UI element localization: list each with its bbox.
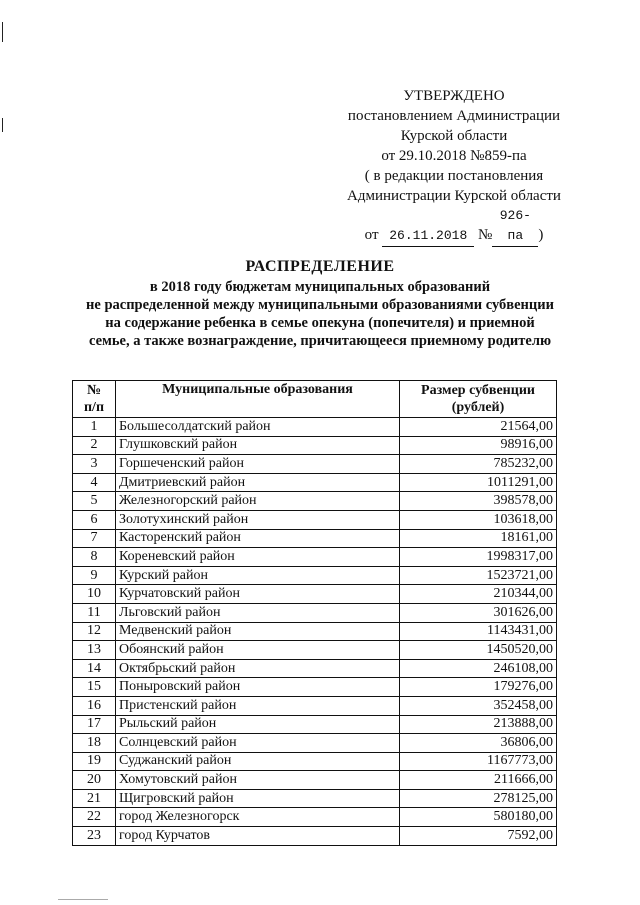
approval-title: УТВЕРЖДЕНО [403,88,505,104]
row-municipality: Рыльский район [116,715,400,734]
row-amount: 580180,00 [400,808,557,827]
table-row [73,492,557,511]
row-amount: 1450520,00 [400,641,557,660]
row-municipality: Касторенский район [116,529,400,548]
row-municipality: город Железногорск [116,808,400,827]
row-number: 4 [73,473,116,492]
table-row [73,510,557,529]
table-row [73,678,557,697]
row-municipality: город Курчатов [116,827,400,846]
title-line: семье, а также вознаграждение, причитающееся приемному родителю [88,333,552,349]
row-amount: 301626,00 [400,603,557,622]
row-number: 10 [73,585,116,604]
row-municipality: Обоянский район [116,641,400,660]
row-municipality: Медвенский район [116,622,400,641]
approval-stamp [318,86,590,247]
row-number: 14 [73,659,116,678]
row-amount: 98916,00 [400,436,557,455]
row-amount: 211666,00 [400,771,557,790]
row-municipality: Пристенский район [116,696,400,715]
row-amount: 179276,00 [400,678,557,697]
row-number: 13 [73,641,116,660]
row-number: 11 [73,603,116,622]
row-municipality: Глушковский район [116,436,400,455]
table-row [73,808,557,827]
row-amount: 352458,00 [400,696,557,715]
row-amount: 36806,00 [400,734,557,753]
edition-date: 26.11.2018 [382,226,474,247]
row-municipality: Большесолдатский район [116,418,400,437]
table-row [73,734,557,753]
row-number: 3 [73,455,116,474]
table-row [73,752,557,771]
document-title [60,258,580,350]
row-amount: 1998317,00 [400,548,557,567]
table-row [73,585,557,604]
table-body [73,418,557,846]
row-municipality: Кореневский район [116,548,400,567]
distribution-table [72,380,557,846]
approval-line: Курской области [400,128,508,144]
table-row [73,641,557,660]
title-heading: РАСПРЕДЕЛЕНИЕ [245,258,395,275]
row-amount: 1167773,00 [400,752,557,771]
edition-number: 926-па [492,206,538,247]
table-row [73,659,557,678]
row-amount: 1523721,00 [400,566,557,585]
row-municipality: Курский район [116,566,400,585]
row-amount: 21564,00 [400,418,557,437]
row-number: 21 [73,789,116,808]
approval-line: ( в редакции постановления [364,168,544,184]
table-row [73,418,557,437]
row-number: 9 [73,566,116,585]
row-number: 12 [73,622,116,641]
approval-line: от 29.10.2018 №859-па [381,148,527,164]
row-municipality: Дмитриевский район [116,473,400,492]
row-municipality: Золотухинский район [116,510,400,529]
row-number: 6 [73,510,116,529]
table-row [73,548,557,567]
row-municipality: Октябрьский район [116,659,400,678]
table-row [73,827,557,846]
table-row [73,771,557,790]
row-municipality: Хомутовский район [116,771,400,790]
row-amount: 246108,00 [400,659,557,678]
table-row [73,566,557,585]
margin-mark-top [2,22,3,42]
table-row [73,529,557,548]
table-row [73,715,557,734]
row-municipality: Горшеченский район [116,455,400,474]
table-row [73,696,557,715]
row-number: 17 [73,715,116,734]
row-number: 1 [73,418,116,437]
row-number: 16 [73,696,116,715]
row-number: 7 [73,529,116,548]
row-number: 20 [73,771,116,790]
approval-line: постановлением Администрации [347,108,561,124]
row-amount: 7592,00 [400,827,557,846]
table-row [73,455,557,474]
row-municipality: Железногорский район [116,492,400,511]
row-amount: 103618,00 [400,510,557,529]
row-number: 2 [73,436,116,455]
title-line: на содержание ребенка в семье опекуна (попечителя) и приемной [105,315,535,331]
row-municipality: Поныровский район [116,678,400,697]
row-amount: 278125,00 [400,789,557,808]
row-amount: 18161,00 [400,529,557,548]
row-amount: 1143431,00 [400,622,557,641]
row-municipality: Курчатовский район [116,585,400,604]
edition-line [318,206,590,247]
row-amount: 210344,00 [400,585,557,604]
table-row [73,789,557,808]
row-amount: 398578,00 [400,492,557,511]
row-amount: 1011291,00 [400,473,557,492]
row-number: 18 [73,734,116,753]
bottom-mark [58,899,108,900]
margin-mark-middle [2,118,3,132]
approval-line: Администрации Курской области [347,188,561,204]
row-municipality: Льговский район [116,603,400,622]
row-municipality: Суджанский район [116,752,400,771]
row-number: 23 [73,827,116,846]
row-number: 22 [73,808,116,827]
edition-number-sign: № [478,227,493,243]
table-header-row [73,381,557,418]
row-amount: 213888,00 [400,715,557,734]
title-line: не распределенной между муниципальными образованиями субвенции [86,297,554,313]
table-row [73,473,557,492]
row-municipality: Щигровский район [116,789,400,808]
row-number: 8 [73,548,116,567]
row-number: 5 [73,492,116,511]
row-municipality: Солнцевский район [116,734,400,753]
row-number: 19 [73,752,116,771]
edition-prefix: от [364,227,379,243]
row-amount: 785232,00 [400,455,557,474]
edition-close: ) [538,227,544,243]
table-row [73,622,557,641]
header-num: № п/п [73,381,116,418]
table-row [73,603,557,622]
table-row [73,436,557,455]
header-amount: Размер субвенции (рублей) [400,381,557,418]
row-number: 15 [73,678,116,697]
header-name: Муниципальные образования [116,381,400,418]
title-line: в 2018 году бюджетам муниципальных образований [149,279,491,295]
